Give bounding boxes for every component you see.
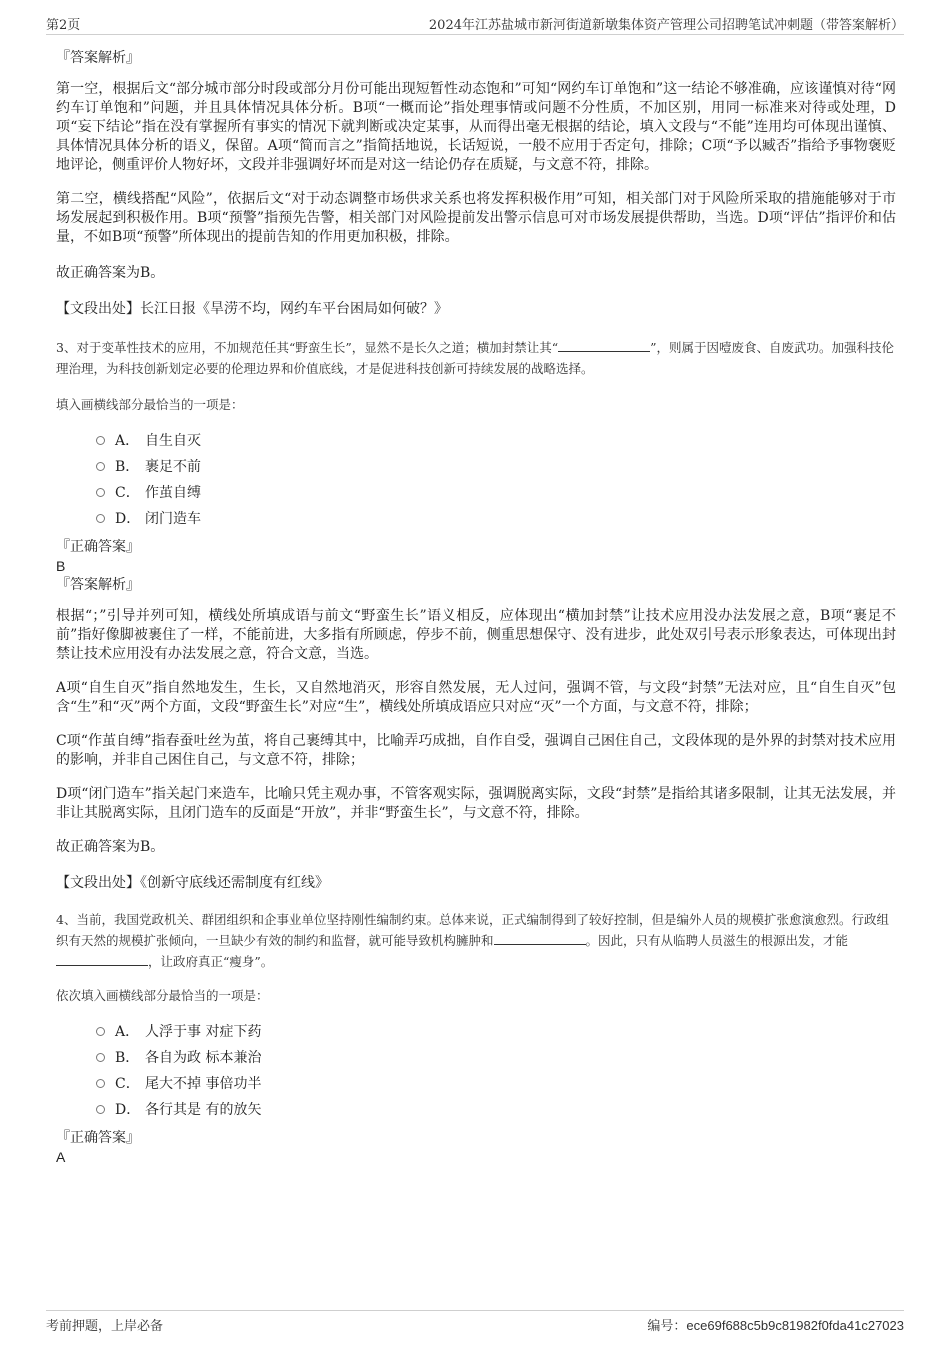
option-b[interactable]: B． 各自为政 标本兼治 xyxy=(96,1044,896,1070)
radio-icon[interactable] xyxy=(96,1027,105,1036)
question-instruction: 填入画横线部分最恰当的一项是： xyxy=(56,397,244,412)
option-a[interactable]: A． 人浮于事 对症下药 xyxy=(96,1018,896,1044)
document-code: 编号：ece69f688c5b9c81982f0fda41c27023 xyxy=(647,1318,904,1334)
analysis-paragraph: 第二空，横线搭配“风险”，依据后文“对于动态调整市场供求关系也将发挥积极作用”可知，相关部门对于风险所采取的措施能够对于市场发展起到积极作用。B项“预警”指预先告警，相关部门对风险提前发出警示信息可对市场发展提供帮助，当选。D项“评估”指评价和估量，不如B项“预警”所体现出的提前告知的作用更加积极，排除。 xyxy=(56,191,896,245)
radio-icon[interactable] xyxy=(96,514,105,523)
option-c[interactable]: C． 作茧自缚 xyxy=(96,479,896,505)
option-list xyxy=(56,1018,896,1122)
option-list xyxy=(56,427,896,531)
option-d[interactable]: D． 闭门造车 xyxy=(96,505,896,531)
radio-icon[interactable] xyxy=(96,1079,105,1088)
document-title: 2024年江苏盐城市新河街道新墩集体资产管理公司招聘笔试冲刺题（带答案解析） xyxy=(428,18,904,33)
option-c[interactable]: C． 尾大不掉 事倍功半 xyxy=(96,1070,896,1096)
page-header xyxy=(46,12,904,35)
analysis-label: 『答案解析』 xyxy=(56,50,140,66)
fill-blank xyxy=(56,953,148,966)
analysis-paragraph: 第一空，根据后文“部分城市部分时段或部分月份可能出现短暂性动态饱和”可知“网约车订单饱和”这一结论不够准确，应该谨慎对待“网约车订单饱和”问题，并且具体情况具体分析。B项“一概而论”指处理事情或问题不分性质，不加区别，用同一标准来对待或处理，D项“妄下结论”指在没有掌握所有事实的情况下就判断或决定某事，从而得出毫无根据的结论，填入文段与“不能”连用均可体现出谨慎、具体情况具体分析的语义，保留。A项“简而言之”指简括地说，长话短说，一般不应用于否定句，排除；C项“予以臧否”指给予事物褒贬地评论，侧重评价人物好坏，文段并非强调好坏而是对这一结论仍存在质疑，与文意不符，排除。 xyxy=(56,81,896,173)
correct-answer-label: 『正确答案』 xyxy=(56,539,140,555)
question-3-text: 3、对于变革性技术的应用，不加规范任其“野蛮生长”，显然不是长久之道；横加封禁让其“ ”，则属于因噎废食、自废武功。加强科技伦理治理，为科技创新划定必要的伦理边界和价值底线，才是促进科技创新可持续发展的战略选择。 xyxy=(56,340,895,376)
footer-slogan: 考前押题，上岸必备 xyxy=(46,1319,164,1334)
conclusion-text: 故正确答案为B。 xyxy=(56,839,165,855)
fill-blank xyxy=(558,339,650,352)
option-b[interactable]: B． 裹足不前 xyxy=(96,453,896,479)
analysis-paragraph: D项“闭门造车”指关起门来造车，比喻只凭主观办事，不管客观实际，强调脱离实际，文段“封禁”是指给其诸多限制，让其无法发展，并非让其脱离实际，且闭门造车的反面是“开放”，并非“野蛮生长”，与文意不符，排除。 xyxy=(56,786,896,821)
conclusion-text: 故正确答案为B。 xyxy=(56,265,165,281)
radio-icon[interactable] xyxy=(96,1105,105,1114)
radio-icon[interactable] xyxy=(96,436,105,445)
analysis-paragraph: 根据“；”引导并列可知，横线处所填成语与前文“野蛮生长”语义相反，应体现出“横加封禁”让技术应用没办法发展之意，B项“裹足不前”指好像脚被裹住了一样，不能前进，大多指有所顾虑，停步不前，侧重思想保守、没有进步，此处双引号表示形象表达，可体现出封禁让技术应用没有办法发展之意，符合文意，当选。 xyxy=(56,608,896,662)
analysis-paragraph: C项“作茧自缚”指春蚕吐丝为茧，将自己裹缚其中，比喻弄巧成拙，自作自受，强调自己困住自己，文段体现的是外界的封禁对技术应用的影响，并非自己困住自己，与文意不符，排除； xyxy=(56,733,896,768)
option-d[interactable]: D． 各行其是 有的放矢 xyxy=(96,1096,896,1122)
option-a[interactable]: A． 自生自灭 xyxy=(96,427,896,453)
fill-blank xyxy=(494,932,586,945)
radio-icon[interactable] xyxy=(96,488,105,497)
analysis-label: 『答案解析』 xyxy=(56,577,140,593)
radio-icon[interactable] xyxy=(96,462,105,471)
page-number: 第2页 xyxy=(46,18,81,33)
source-text: 【文段出处】《创新守底线还需制度有红线》 xyxy=(56,875,329,891)
main-content xyxy=(56,48,896,1166)
source-text: 【文段出处】长江日报《旱涝不均，网约车平台困局如何破？》 xyxy=(56,301,448,317)
analysis-paragraph: A项“自生自灭”指自然地发生，生长，又自然地消灭，形容自然发展，无人过问，强调不管，与文段“封禁”无法对应，且“自生自灭”包含“生”和“灭”两个方面，文段“野蛮生长”对应“生”，横线处所填成语应只对应“灭”一个方面，与文意不符，排除； xyxy=(56,680,896,715)
correct-answer: A xyxy=(56,1149,66,1165)
radio-icon[interactable] xyxy=(96,1053,105,1062)
question-4-text: 4、当前，我国党政机关、群团组织和企事业单位坚持刚性编制约束。总体来说，正式编制得到了较好控制，但是编外人员的规模扩张愈演愈烈。行政组织有天然的规模扩张倾向，一旦缺少有效的制约和监督，就可能导致机构臃肿和 。因此，只有从临聘人员滋生的根源出发，才能，让政府真正“瘦身”。 xyxy=(56,912,889,969)
correct-answer-label: 『正确答案』 xyxy=(56,1130,140,1146)
correct-answer: B xyxy=(56,558,66,574)
question-instruction: 依次填入画横线部分最恰当的一项是： xyxy=(56,988,269,1003)
page-footer xyxy=(46,1310,904,1335)
